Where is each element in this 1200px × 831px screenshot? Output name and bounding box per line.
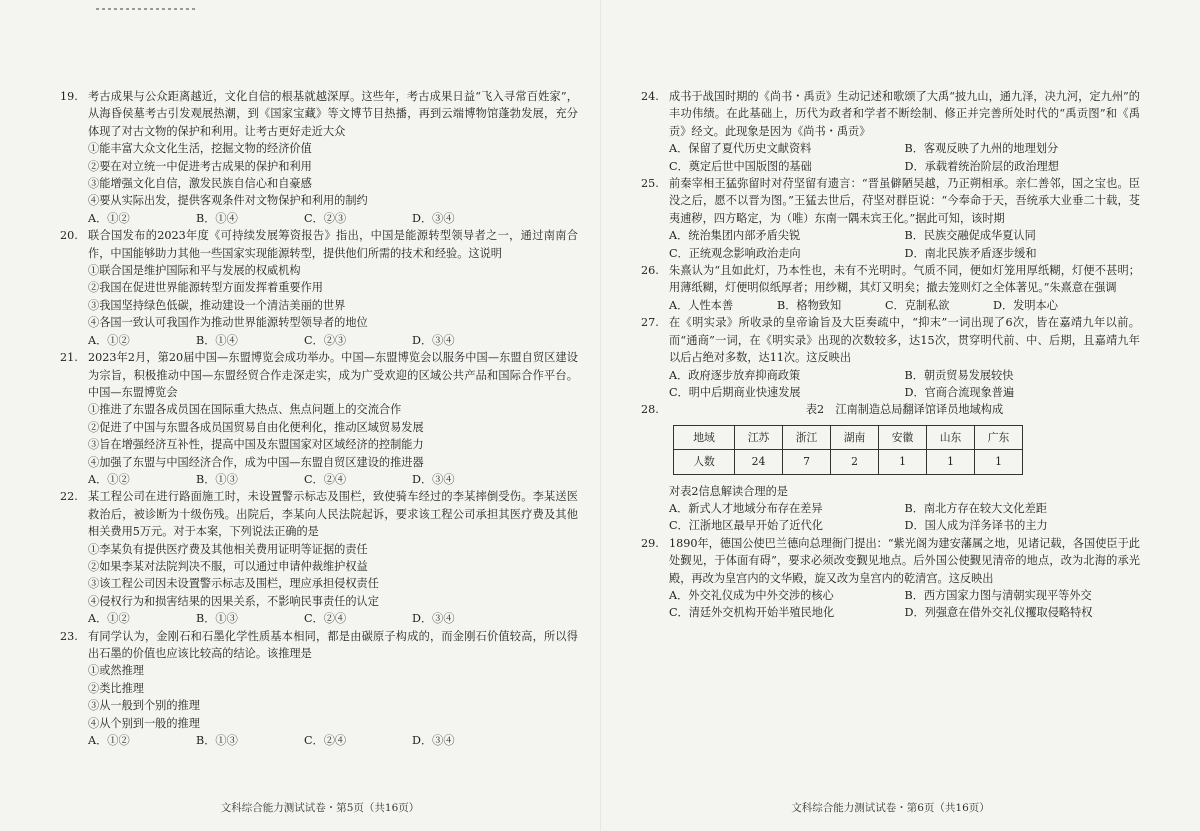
right-page <box>600 0 1200 831</box>
option-c[interactable]: C．江浙地区最早开始了近代化 <box>669 519 823 533</box>
option-a[interactable]: A．保留了夏代历史文献资料 <box>669 142 812 156</box>
question-28 <box>641 401 1140 534</box>
question-stem: 朱熹认为“且如此灯，乃本性也，未有不光明时。气质不同，便如灯笼用厚纸糊，灯便不甚明；用薄纸糊，灯便明似纸厚者；用纱糊，其灯又明矣；撤去笼则灯之全体著见。”朱熹意在强调 <box>669 264 1140 295</box>
question-21 <box>60 349 578 488</box>
question-number: 29. <box>641 536 659 550</box>
option-a[interactable]: A．人性本善 <box>669 298 734 312</box>
table-cell: 安徽 <box>879 425 927 449</box>
option-b[interactable]: B．格物致知 <box>777 298 842 312</box>
option-d[interactable]: D．③④ <box>412 211 455 225</box>
option-c[interactable]: C．克制私欲 <box>885 298 950 312</box>
statement: ③旨在增强经济互补性，提高中国及东盟国家对区域经济的控制能力 <box>88 438 424 452</box>
statement: ④要从实际出发，提供客观条件对文物保护和利用的制约 <box>88 194 368 208</box>
answer-options <box>669 367 1140 402</box>
table-cell: 7 <box>783 450 831 474</box>
table-caption: 表2 江南制造总局翻译馆译员地域构成 <box>805 403 1004 417</box>
table-header-row <box>674 425 1023 449</box>
question-number: 22. <box>60 490 78 504</box>
question-number: 26. <box>641 264 659 278</box>
option-d[interactable]: D．列强意在借外交礼仪攫取侵略特权 <box>904 606 1093 620</box>
question-stem: 有同学认为，金刚石和石墨化学性质基本相同，都是由碳原子构成的，而金刚石价值较高，所以得出石墨的价值也应该比较高的结论。该推理是 <box>88 629 578 660</box>
option-d[interactable]: D．③④ <box>412 612 455 626</box>
question-stem: 2023年2月，第20届中国—东盟博览会成功举办。中国—东盟博览会以服务中国—东盟自贸区建设为宗旨，积极推动中国—东盟经贸合作走深走实，成为广受欢迎的区域公共产品和国际合作平台。中国—东盟博览会 <box>88 351 578 399</box>
option-a[interactable]: A．统治集团内部矛盾尖锐 <box>669 229 801 243</box>
option-b[interactable]: B．客观反映了九州的地理划分 <box>904 142 1059 156</box>
option-c[interactable]: C．②④ <box>304 612 347 626</box>
option-a[interactable]: A．①② <box>88 333 130 347</box>
table-cell: 1 <box>927 450 975 474</box>
table-cell: 浙江 <box>783 425 831 449</box>
statement: ③我国坚持绿色低碳，推动建设一个清洁美丽的世界 <box>88 298 346 312</box>
table-cell: 1 <box>975 450 1023 474</box>
question-stem: 某工程公司在进行路面施工时，未设置警示标志及围栏，致使骑车经过的李某摔倒受伤。李某送医救治后，被诊断为十级伤残。出院后，李某向人民法院起诉，要求该工程公司承担其医疗费及其他相关费用5万元。对于本案，下列说法正确的是 <box>88 490 578 539</box>
statement: ④从个别到一般的推理 <box>88 716 200 730</box>
question-25 <box>641 175 1140 262</box>
question-29 <box>641 535 1140 622</box>
table-cell: 江苏 <box>735 425 783 449</box>
statement: ④侵权行为和损害结果的因果关系，不影响民事责任的认定 <box>88 594 379 608</box>
table-cell: 1 <box>879 450 927 474</box>
question-27 <box>641 314 1140 401</box>
option-a[interactable]: A．①② <box>88 472 130 486</box>
page-footer: 文科综合能力测试试卷・第6页（共16页） <box>791 801 990 814</box>
option-b[interactable]: B．①④ <box>196 333 238 347</box>
answer-options <box>88 471 578 488</box>
table-cell: 24 <box>735 450 783 474</box>
table-cell: 湖南 <box>831 425 879 449</box>
option-b[interactable]: B．①③ <box>196 472 238 486</box>
option-d[interactable]: D．③④ <box>412 734 455 748</box>
option-d[interactable]: D．承载着统治阶层的政治理想 <box>904 159 1059 173</box>
question-stem: 前秦宰相王猛弥留时对苻坚留有遗言：“晋虽僻陋吴越，乃正朔相承。亲仁善邻，国之宝也。臣没之后，愿不以晋为图。”王猛去世后，苻坚对群臣说：“今奉命于天，吾统承大业垂二十载，芟夷逋秽，四方略定，为（唯）东南一隅未宾王化。”据此可知，该时期 <box>669 177 1140 225</box>
question-number: 19. <box>60 90 78 103</box>
question-24 <box>641 88 1140 175</box>
statement: ①或然推理 <box>88 664 144 678</box>
answer-options <box>88 210 578 227</box>
option-d[interactable]: D．官商合流现象普遍 <box>904 385 1015 399</box>
option-d[interactable]: D．发明本心 <box>993 298 1058 312</box>
answer-options <box>669 297 1140 314</box>
option-b[interactable]: B．朝贡贸易发展较快 <box>904 368 1014 382</box>
option-d[interactable]: D．南北民族矛盾逐步缓和 <box>904 246 1037 260</box>
answer-options <box>88 610 578 627</box>
option-c[interactable]: C．奠定后世中国版图的基础 <box>669 159 812 173</box>
table-cell: 人数 <box>674 450 735 474</box>
question-stem: 成书于战国时期的《尚书・禹贡》生动记述和歌颂了大禹“披九山，通九泽，决九河，定九州”的丰功伟绩。在此基础上，历代为政者和学者不断绘制、修正并完善所处时代的“禹贡图”和《禹贡》经文。此现象是因为《尚书・禹贡》 <box>669 90 1140 138</box>
statement: ③该工程公司因未设置警示标志及围栏，理应承担侵权责任 <box>88 577 379 591</box>
answer-options <box>669 500 1140 535</box>
answer-options <box>88 732 578 749</box>
question-stem: 在《明实录》所收录的皇帝谕旨及大臣奏疏中，“抑末”一词出现了6次，皆在嘉靖九年以前。而“通商”一词，在《明实录》出现的次数较多，达15次，贯穿明代前、中、后期，且嘉靖九年以后占绝对多数，达11次。这反映出 <box>669 316 1140 365</box>
statement: ④加强了东盟与中国经济合作，成为中国—东盟自贸区建设的推进器 <box>88 455 424 469</box>
statement: ②要在对立统一中促进考古成果的保护和利用 <box>88 159 312 173</box>
question-22 <box>60 488 578 627</box>
question-20 <box>60 227 578 349</box>
table-cell: 2 <box>831 450 879 474</box>
option-b[interactable]: B．西方国家力图与清朝实现平等外交 <box>904 588 1092 602</box>
statement: ②如果李某对法院判决不服，可以通过申请仲裁维护权益 <box>88 559 368 573</box>
statement: ②类比推理 <box>88 681 144 695</box>
question-26 <box>641 262 1140 314</box>
question-number: 28. <box>641 403 659 417</box>
table-cell: 地域 <box>674 425 735 449</box>
option-a[interactable]: A．①② <box>88 612 130 626</box>
question-number: 27. <box>641 316 659 330</box>
question-number: 23. <box>60 629 78 643</box>
option-c[interactable]: C．②③ <box>304 333 347 347</box>
option-c[interactable]: C．正统观念影响政治走向 <box>669 246 801 260</box>
question-stem: 对表2信息解读合理的是 <box>669 484 788 498</box>
option-b[interactable]: B．南北方存在较大文化差距 <box>904 501 1047 515</box>
question-stem: 1890年，德国公使巴兰德向总理衙门提出：“紫光阁为建安藩属之地，见诸记载，各国使臣于此处觐见，于体面有碍”，要求必须改变觐见地点。后外国公使觐见清帝的地点，改为北海的承光殿，再改为皇宫内的文华殿，旋又改为皇宫内的乾清宫。这反映出 <box>669 536 1140 585</box>
option-b[interactable]: B．民族交融促成华夏认同 <box>904 229 1036 243</box>
option-a[interactable]: A．①② <box>88 734 130 748</box>
statement: ②我国在促进世界能源转型方面发挥着重要作用 <box>88 281 323 295</box>
statement: ①李某负有提供医疗费及其他相关费用证明等证据的责任 <box>88 542 368 556</box>
table-row <box>674 450 1023 474</box>
question-number: 25. <box>641 177 659 191</box>
statement: ③能增强文化自信，激发民族自信心和自豪感 <box>88 177 312 191</box>
option-b[interactable]: B．①③ <box>196 734 238 748</box>
table-cell: 广东 <box>975 425 1023 449</box>
option-a[interactable]: A．①② <box>88 211 130 225</box>
question-19 <box>60 88 578 227</box>
page-footer: 文科综合能力测试试卷・第5页（共16页） <box>220 801 420 814</box>
question-number: 21. <box>60 351 78 365</box>
option-d[interactable]: D．国人成为洋务译书的主力 <box>904 519 1048 533</box>
region-table <box>673 425 1023 475</box>
statement: ①联合国是维护国际和平与发展的权威机构 <box>88 264 301 278</box>
answer-options <box>669 227 1140 262</box>
answer-options <box>669 140 1140 175</box>
table-cell: 山东 <box>927 425 975 449</box>
option-a[interactable]: A．外交礼仪成为中外交涉的核心 <box>669 588 834 602</box>
option-a[interactable]: A．政府逐步放弃抑商政策 <box>669 368 801 382</box>
option-b[interactable]: B．①④ <box>196 211 238 225</box>
answer-options <box>88 332 578 349</box>
question-23 <box>60 628 578 750</box>
question-stem: 考古成果与公众距离越近，文化自信的根基就越深厚。这些年，考古成果日益“飞入寻常百姓家”，从海昏侯墓考古引发观展热潮，到《国家宝藏》等文博节目热播，再到云端博物馆蓬勃发展，充分体现了对古文物的保护和利用。让考古更好走近大众 <box>88 90 578 138</box>
option-d[interactable]: D．③④ <box>412 333 455 347</box>
option-c[interactable]: C．清廷外交机构开始半殖民地化 <box>669 606 835 620</box>
question-number: 20. <box>60 229 78 243</box>
question-stem: 联合国发布的2023年度《可持续发展筹资报告》指出，中国是能源转型领导者之一，通过南南合作，中国能够助力其他一些国家实现能源转型，提供他们所需的技术和经验。这说明 <box>88 229 578 260</box>
question-number: 24. <box>641 90 659 103</box>
option-b[interactable]: B．①③ <box>196 612 238 626</box>
statement: ④各国一致认可我国作为推动世界能源转型领导者的地位 <box>88 316 368 330</box>
option-d[interactable]: D．③④ <box>412 472 455 486</box>
option-c[interactable]: C．明中后期商业快速发展 <box>669 385 801 399</box>
option-c[interactable]: C．②④ <box>304 472 347 486</box>
option-c[interactable]: C．②④ <box>304 734 347 748</box>
option-c[interactable]: C．②③ <box>304 211 347 225</box>
statement: ③从一般到个别的推理 <box>88 699 200 713</box>
statement: ②促进了中国与东盟各成员国贸易自由化便利化，推动区域贸易发展 <box>88 420 424 434</box>
answer-options <box>669 587 1140 622</box>
statement: ①推进了东盟各成员国在国际重大热点、焦点问题上的交流合作 <box>88 403 402 417</box>
option-a[interactable]: A．新式人才地域分布存在差异 <box>669 501 823 515</box>
statement: ①能丰富大众文化生活，挖掘文物的经济价值 <box>88 142 312 156</box>
